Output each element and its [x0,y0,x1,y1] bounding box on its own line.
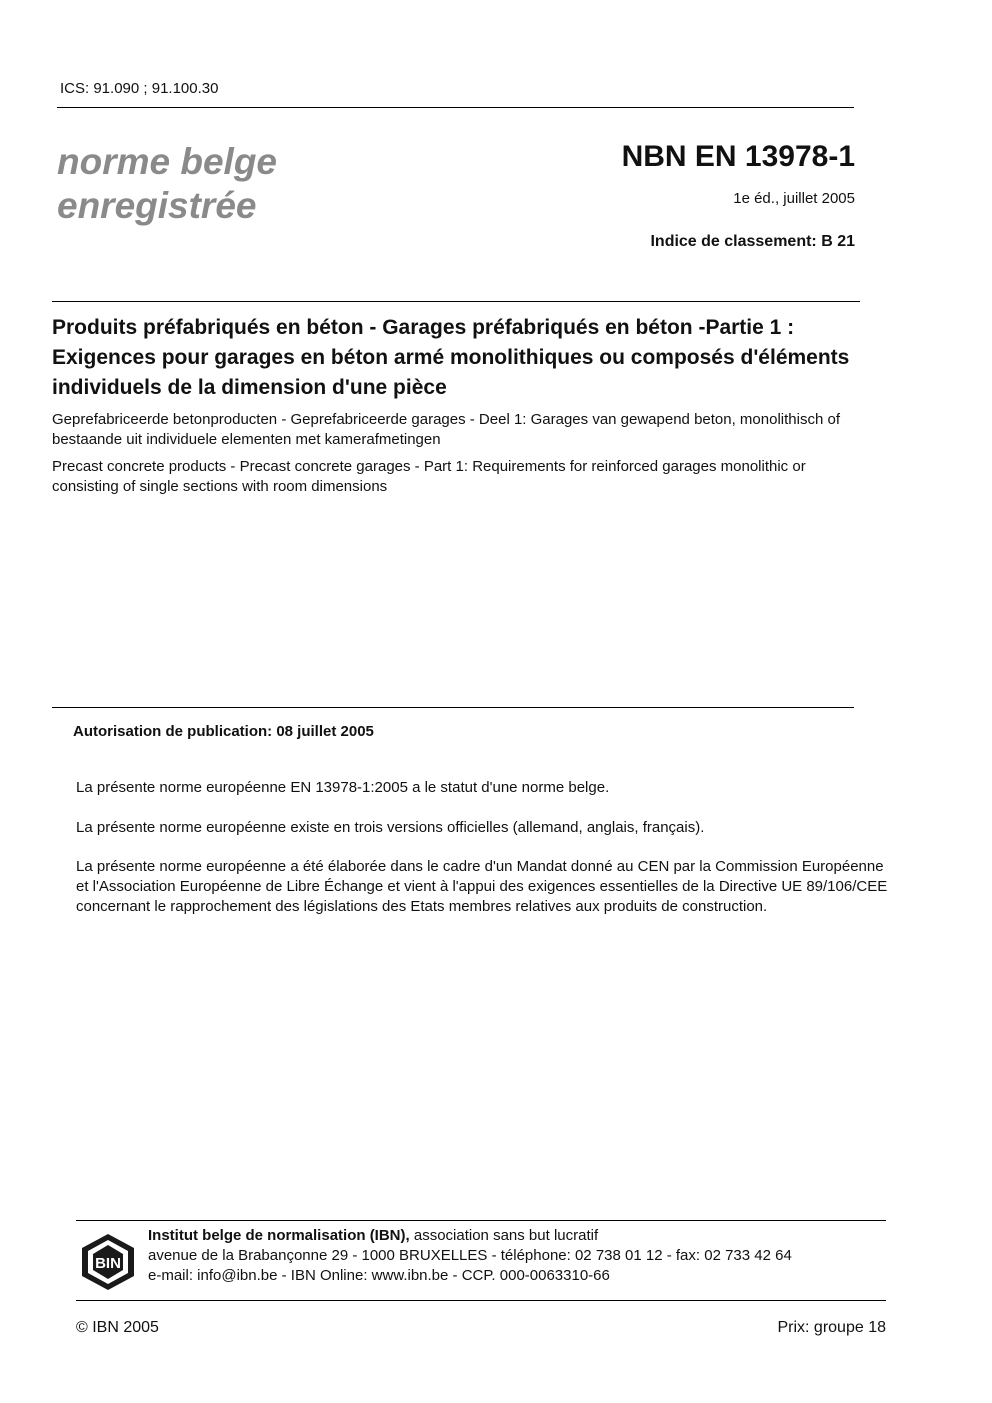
institute-line [148,1226,792,1246]
paragraph-status: La présente norme européenne EN 13978-1:2005 a le statut d'une norme belge. [76,779,610,796]
edition-date: 1e éd., juillet 2005 [733,190,855,207]
price-group: Prix: groupe 18 [777,1319,886,1336]
footer-institute-block [148,1226,792,1286]
paragraph-versions: La présente norme européenne existe en trois versions officielles (allemand, anglais, français). [76,819,705,836]
copyright: © IBN 2005 [76,1319,159,1336]
title-rule [52,301,860,302]
ibn-logo-icon [80,1232,136,1292]
brand-label [57,140,277,228]
publication-rule [52,707,854,708]
standard-number: NBN EN 13978-1 [621,140,855,173]
paragraph-mandate: La présente norme européenne a été élaborée dans le cadre d'un Mandat donné au CEN par la Commission Européenne et l'Association Européenne de Libre Échange et vient à l'appui des exigences essentielles de la Directive UE 89/106/CEE concernant le rapprochement des législations des Etats membres relatives aux produits de construction. [76,858,888,915]
title-french: Produits préfabriqués en béton - Garages préfabriqués en béton -Partie 1 : Exigences pour garages en béton armé monolithiques ou composés d'éléments individuels de la dimension d'une pièce [52,316,850,399]
title-dutch: Geprefabriceerde betonproducten - Geprefabriceerde garages - Deel 1: Garages van gewapend beton, monolithisch of bestaande uit individuele elementen met kamerafmetingen [52,411,840,448]
institute-contact: e-mail: info@ibn.be - IBN Online: www.ibn.be - CCP. 000-0063310-66 [148,1267,610,1284]
footer-top-rule [76,1220,886,1221]
institute-name: Institut belge de normalisation (IBN), [148,1227,410,1244]
brand-line-1: norme belge [57,141,277,182]
footer-bottom-rule [76,1300,886,1301]
publication-authorization: Autorisation de publication: 08 juillet 2005 [73,723,374,740]
ics-code: ICS: 91.090 ; 91.100.30 [60,80,219,97]
title-english: Precast concrete products - Precast concrete garages - Part 1: Requirements for reinforced garages monolithic or consisting of single sections with room dimensions [52,458,806,495]
institute-suffix: association sans but lucratif [409,1227,599,1244]
header-rule [57,107,854,108]
classification-index: Indice de classement: B 21 [650,233,855,250]
brand-line-2: enregistrée [57,185,257,226]
ibn-logo-text: BIN [95,1255,121,1272]
institute-address: avenue de la Brabançonne 29 - 1000 BRUXELLES - téléphone: 02 738 01 12 - fax: 02 733 42 64 [148,1247,792,1264]
